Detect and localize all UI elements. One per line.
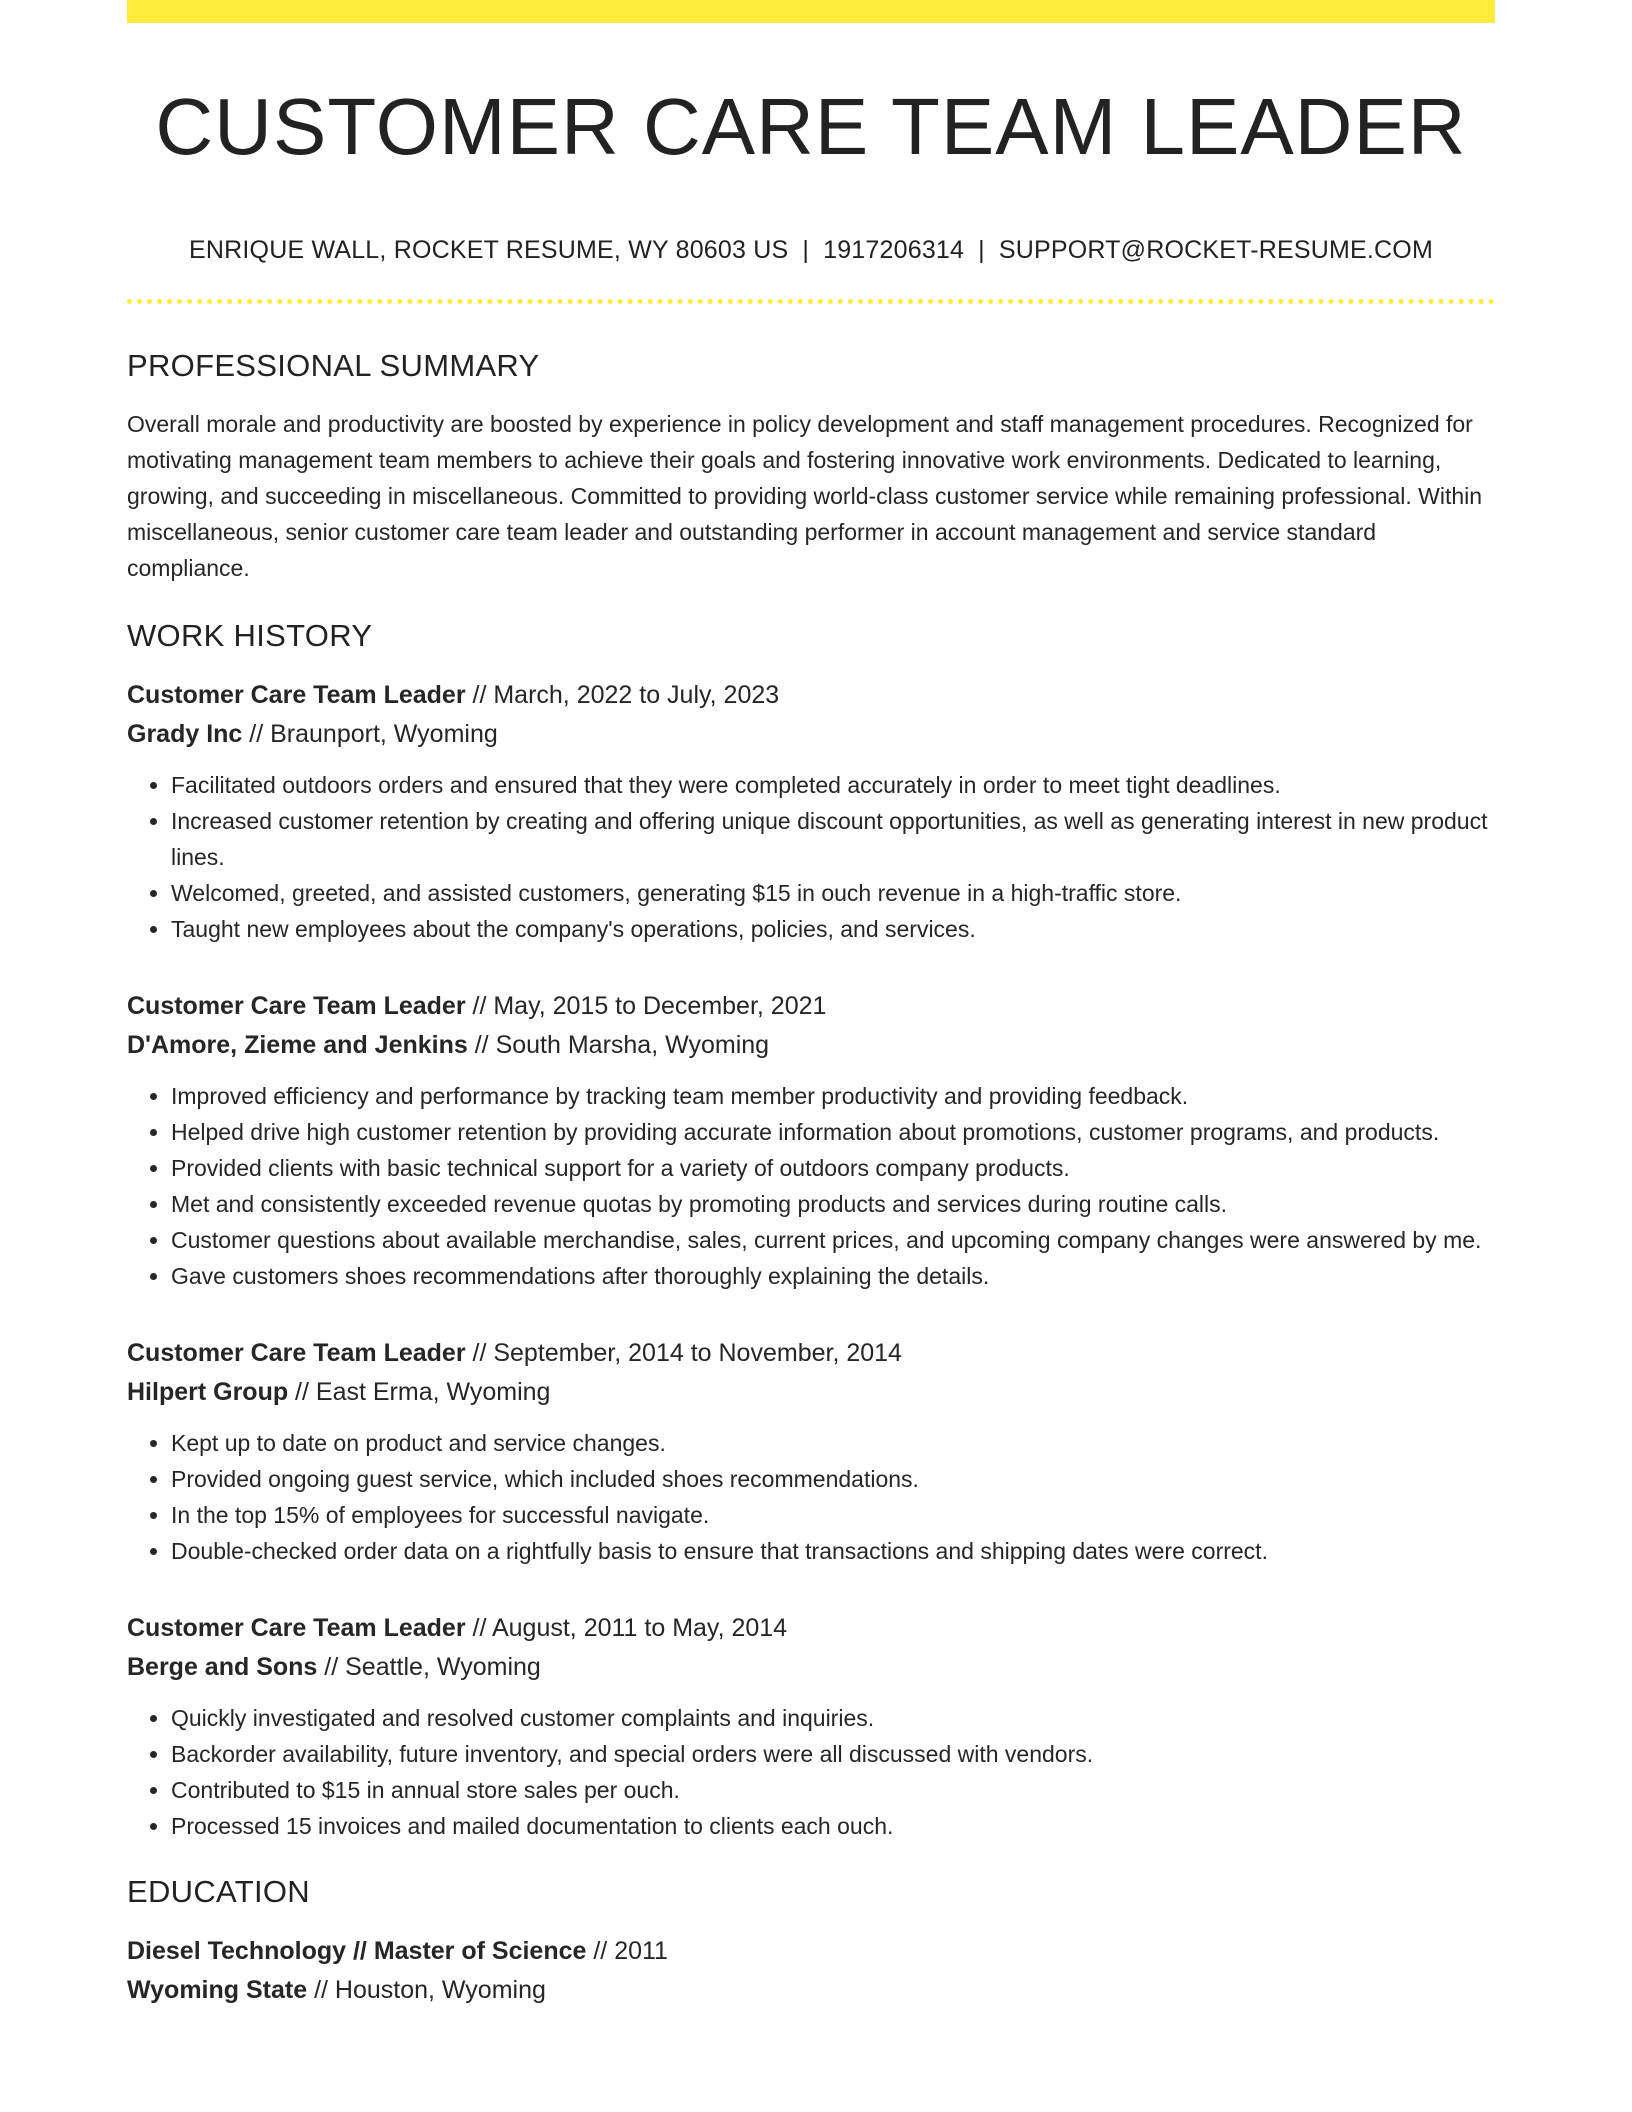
job-bullet: • Contributed to $15 in annual store sales per ouch. bbox=[171, 1772, 1495, 1808]
contact-line bbox=[127, 236, 1495, 265]
job-bullet: • Provided clients with basic technical support for a variety of outdoors company products. bbox=[171, 1150, 1495, 1186]
summary-text: Overall morale and productivity are boosted by experience in policy development and staff management procedures. Recognized for motivating management team members to achieve their goals and fostering innovative work environments. Dedicated to learning, growing, and succeeding in miscellaneous. Committed to providing world-class customer service while remaining professional. Within miscellaneous, senior customer care team leader and outstanding performer in account management and service standard compliance. bbox=[127, 411, 1483, 581]
job-entry bbox=[127, 987, 1495, 1294]
job-bullet: • Processed 15 invoices and mailed documentation to clients each ouch. bbox=[171, 1808, 1495, 1844]
job-bullet: • Increased customer retention by creating and offering unique discount opportunities, as well as generating interest in new product lines. bbox=[171, 803, 1495, 875]
job-entry bbox=[127, 676, 1495, 947]
resume-page bbox=[127, 0, 1495, 2010]
job-location: // South Marsha, Wyoming bbox=[467, 1031, 770, 1059]
education-year: // 2011 bbox=[586, 1937, 668, 1965]
contact-email: SUPPORT@ROCKET-RESUME.COM bbox=[998, 236, 1433, 264]
education-degree: Diesel Technology // Master of Science bbox=[127, 1937, 587, 1965]
job-title: Customer Care Team Leader bbox=[127, 1614, 466, 1642]
education-heading: EDUCATION bbox=[127, 1874, 310, 1909]
job-company-line bbox=[127, 1648, 1495, 1687]
job-title: Customer Care Team Leader bbox=[127, 681, 466, 709]
job-company-line bbox=[127, 1026, 1495, 1065]
contact-separator: | bbox=[978, 236, 985, 264]
job-bullet: • Gave customers shoes recommendations after thoroughly explaining the details. bbox=[171, 1258, 1495, 1294]
education-school-line bbox=[127, 1971, 1495, 2010]
job-bullet: • Helped drive high customer retention by providing accurate information about promotions, customer programs, and products. bbox=[171, 1114, 1495, 1150]
resume-title: CUSTOMER CARE TEAM LEADER bbox=[155, 82, 1467, 171]
job-company: D'Amore, Zieme and Jenkins bbox=[127, 1031, 468, 1059]
job-company: Grady Inc bbox=[127, 720, 243, 748]
job-bullet: • Facilitated outdoors orders and ensured that they were completed accurately in order to meet tight deadlines. bbox=[171, 767, 1495, 803]
job-title-line bbox=[127, 1334, 1495, 1373]
job-bullet: • Quickly investigated and resolved customer complaints and inquiries. bbox=[171, 1700, 1495, 1736]
contact-phone: 1917206314 bbox=[823, 236, 965, 264]
education-school: Wyoming State bbox=[127, 1976, 308, 2004]
job-bullet: • Met and consistently exceeded revenue quotas by promoting products and services during routine calls. bbox=[171, 1186, 1495, 1222]
summary-heading: PROFESSIONAL SUMMARY bbox=[127, 348, 540, 383]
job-bullet: • Backorder availability, future inventory, and special orders were all discussed with vendors. bbox=[171, 1736, 1495, 1772]
job-entry bbox=[127, 1334, 1495, 1569]
job-dates: // September, 2014 to November, 2014 bbox=[465, 1339, 902, 1367]
top-accent-bar bbox=[127, 0, 1495, 23]
job-location: // East Erma, Wyoming bbox=[288, 1378, 551, 1406]
job-company: Hilpert Group bbox=[127, 1378, 289, 1406]
job-title: Customer Care Team Leader bbox=[127, 1339, 466, 1367]
job-bullets bbox=[127, 767, 1495, 947]
job-dates: // August, 2011 to May, 2014 bbox=[465, 1614, 788, 1642]
contact-address: ENRIQUE WALL, ROCKET RESUME, WY 80603 US bbox=[189, 236, 789, 264]
contact-separator: | bbox=[802, 236, 810, 264]
job-bullets bbox=[127, 1700, 1495, 1844]
job-bullet: • Improved efficiency and performance by tracking team member productivity and providing feedback. bbox=[171, 1078, 1495, 1114]
job-title: Customer Care Team Leader bbox=[127, 992, 466, 1020]
job-bullets bbox=[127, 1078, 1495, 1294]
job-dates: // May, 2015 to December, 2021 bbox=[465, 992, 827, 1020]
education-location: // Houston, Wyoming bbox=[307, 1976, 546, 2004]
job-company-line bbox=[127, 715, 1495, 754]
job-company-line bbox=[127, 1373, 1495, 1412]
job-entry bbox=[127, 1609, 1495, 1844]
job-location: // Braunport, Wyoming bbox=[242, 720, 498, 748]
job-title-line bbox=[127, 1609, 1495, 1648]
job-location: // Seattle, Wyoming bbox=[317, 1653, 541, 1681]
job-bullet: • Kept up to date on product and service changes. bbox=[171, 1425, 1495, 1461]
job-dates: // March, 2022 to July, 2023 bbox=[465, 681, 780, 709]
work-history-heading: WORK HISTORY bbox=[127, 618, 373, 653]
header-divider bbox=[127, 299, 1495, 304]
job-bullet: • In the top 15% of employees for successful navigate. bbox=[171, 1497, 1495, 1533]
job-bullet: • Provided ongoing guest service, which included shoes recommendations. bbox=[171, 1461, 1495, 1497]
job-bullet: • Customer questions about available merchandise, sales, current prices, and upcoming company changes were answered by me. bbox=[171, 1222, 1495, 1258]
job-bullet: • Taught new employees about the company's operations, policies, and services. bbox=[171, 911, 1495, 947]
education-degree-line bbox=[127, 1932, 1495, 1971]
job-bullets bbox=[127, 1425, 1495, 1569]
education-entry bbox=[127, 1932, 1495, 2010]
job-title-line bbox=[127, 987, 1495, 1026]
job-bullet: • Welcomed, greeted, and assisted customers, generating $15 in ouch revenue in a high-traffic store. bbox=[171, 875, 1495, 911]
job-bullet: • Double-checked order data on a rightfully basis to ensure that transactions and shipping dates were correct. bbox=[171, 1533, 1495, 1569]
job-title-line bbox=[127, 676, 1495, 715]
job-company: Berge and Sons bbox=[127, 1653, 318, 1681]
